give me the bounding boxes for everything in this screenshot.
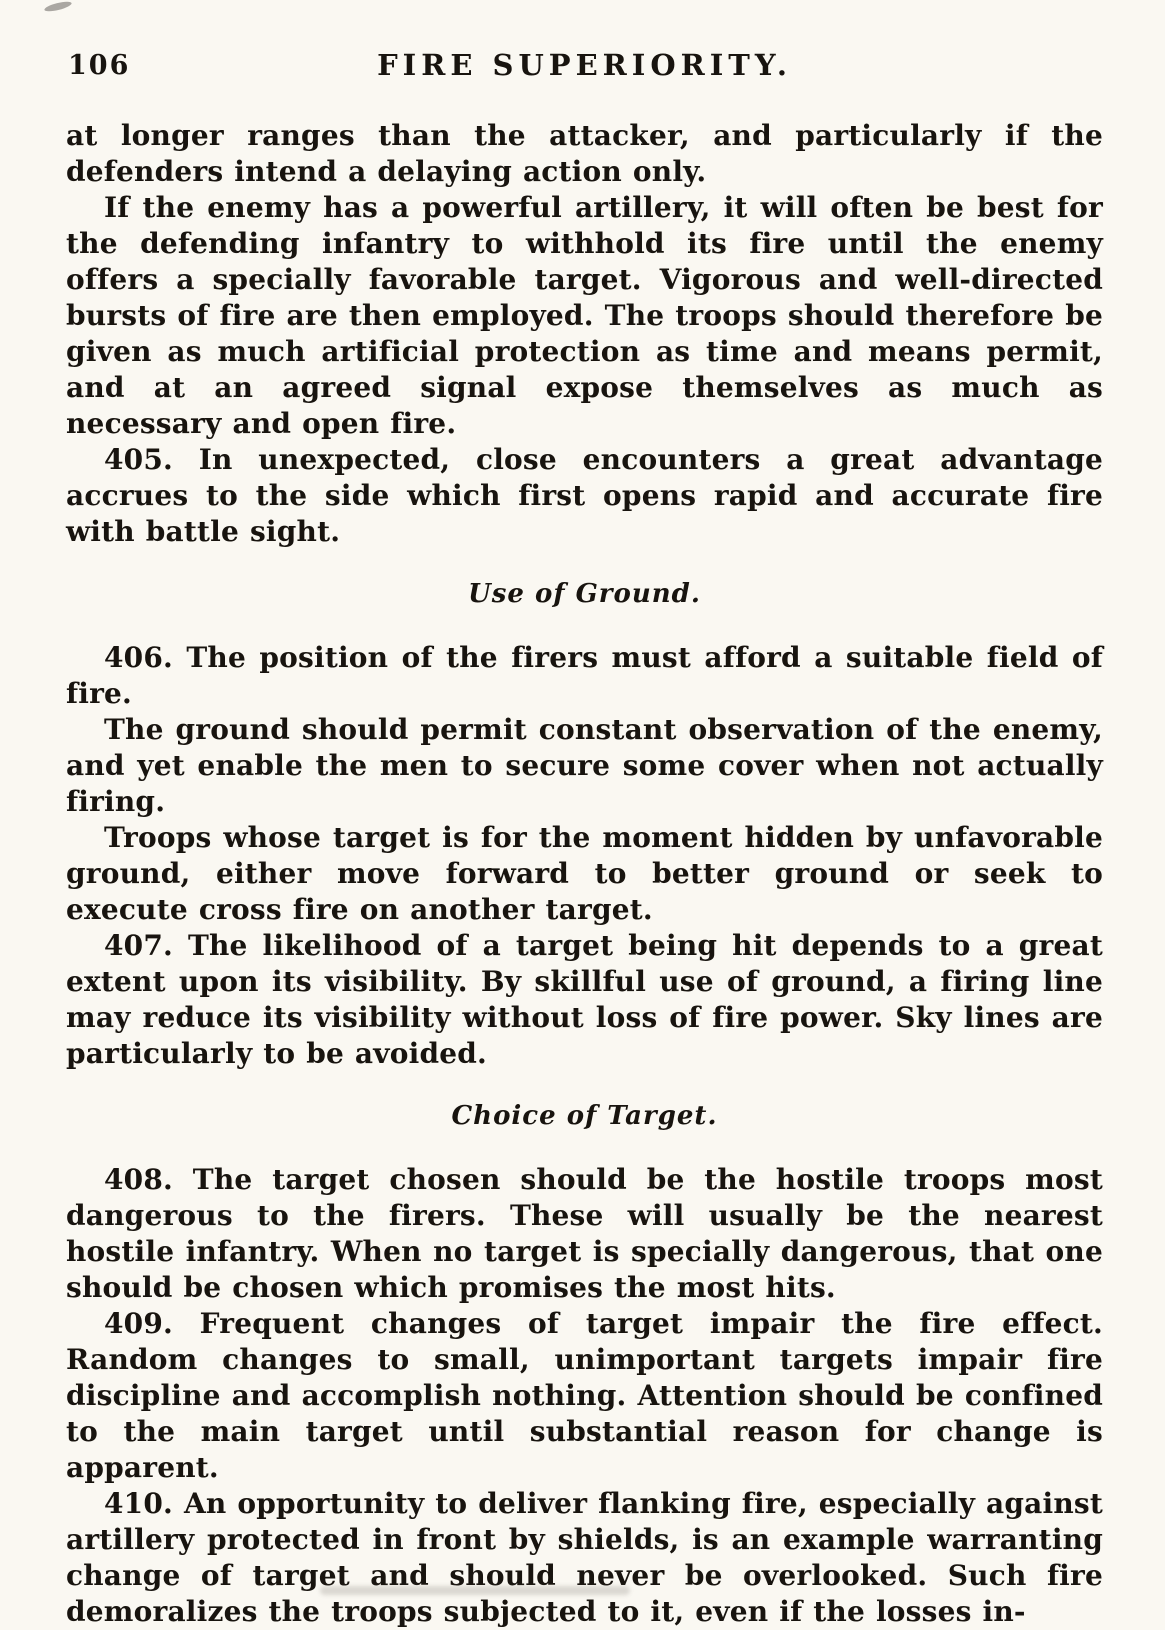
running-title: FIRE SUPERIORITY.	[377, 48, 792, 82]
paragraph-number: 407.	[104, 929, 173, 962]
paragraph: 410. An opportunity to deliver flanking fire, especially against artillery protected in front by shields, is an example warranting change of target and should never be overlooked. Such fire demoralizes the troops subjected to it, even if the losses in-	[66, 1487, 1103, 1628]
paragraph-number: 410.	[104, 1487, 173, 1520]
section-heading: Use of Ground.	[468, 579, 701, 609]
paragraph: The ground should permit constant observation of the enemy, and yet enable the men to secure some cover when not actually firing.	[66, 713, 1103, 818]
section-heading: Choice of Target.	[451, 1101, 718, 1131]
paragraph: Troops whose target is for the moment hidden by unfavorable ground, either move forward to better ground or seek to execute cross fire on another target.	[66, 821, 1103, 926]
paragraph-number: 406.	[104, 641, 173, 674]
text-body	[66, 118, 1103, 1630]
paragraph: at longer ranges than the attacker, and particularly if the defenders intend a delaying action only.	[66, 119, 1103, 188]
paragraph: 405. In unexpected, close encounters a great advantage accrues to the side which first opens rapid and accurate fire with battle sight.	[66, 443, 1103, 548]
paragraph-number: 409.	[104, 1307, 173, 1340]
page-number: 106	[68, 50, 131, 81]
page-header	[66, 48, 1103, 90]
paragraph: 409. Frequent changes of target impair the fire effect. Random changes to small, unimportant targets impair fire discipline and accomplish nothing. Attention should be confined to the main target until substantial reason for change is apparent.	[66, 1307, 1103, 1484]
paragraph-number: 408.	[104, 1163, 173, 1196]
paragraph: 408. The target chosen should be the hostile troops most dangerous to the firers. These will usually be the nearest hostile infantry. When no target is specially dangerous, that one should be chosen which promises the most hits.	[66, 1163, 1103, 1304]
paragraph: 406. The position of the firers must afford a suitable field of fire.	[66, 641, 1103, 710]
paragraph: If the enemy has a powerful artillery, it will often be best for the defending infantry to withhold its fire until the enemy offers a specially favorable target. Vigorous and well-directed bursts of fire are then employed. The troops should therefore be given as much artificial protection as time and means permit, and at an agreed signal expose themselves as much as necessary and open fire.	[66, 191, 1103, 440]
paragraph: 407. The likelihood of a target being hit depends to a great extent upon its visibility. By skillful use of ground, a firing line may reduce its visibility without loss of fire power. Sky lines are particularly to be avoided.	[66, 929, 1103, 1070]
paragraph-number: 405.	[104, 443, 173, 476]
